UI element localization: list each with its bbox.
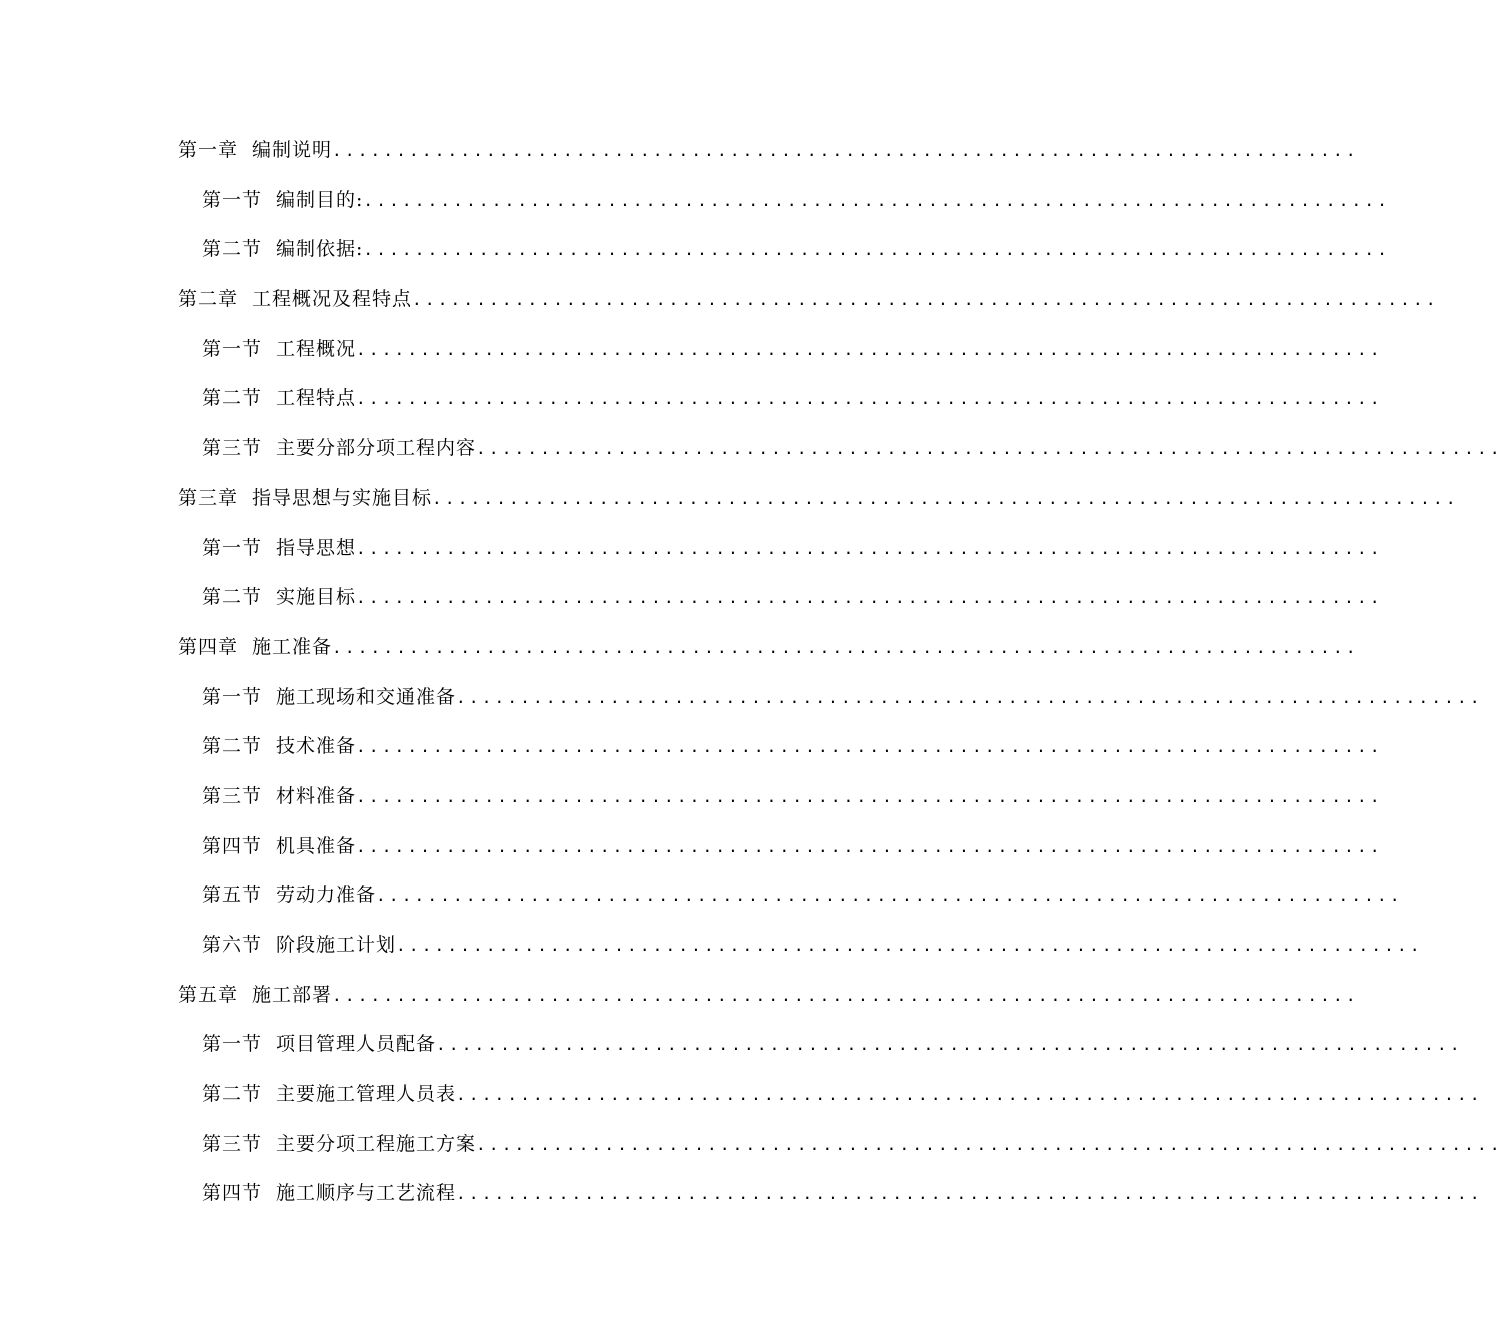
toc-entry-line [202, 1129, 1503, 1160]
dot-leader: ................................................................................ [456, 1085, 1483, 1105]
toc-entry-title: 劳动力准备 [276, 884, 377, 907]
toc-chapter-entry[interactable] [0, 632, 1359, 682]
toc-entry-line [202, 334, 1383, 365]
dot-leader: ................................................................................ [436, 1035, 1463, 1055]
dot-leader: ................................................................................ [332, 637, 1359, 657]
toc-entry-title: 工程概况及程特点 [252, 288, 413, 311]
toc-entry-line [202, 1079, 1483, 1110]
toc-entry-title: 指导思想与实施目标 [252, 486, 433, 509]
toc-entry-title: 技术准备 [276, 735, 357, 758]
toc-chapter-entry[interactable] [0, 135, 1359, 185]
toc-entry-line [178, 632, 1359, 663]
toc-entry-title: 编制目的: [276, 188, 364, 211]
toc-entry-number: 第四章 [178, 635, 239, 658]
toc-entry-number: 第二节 [202, 586, 263, 609]
toc-entry-number: 第二章 [178, 288, 239, 311]
dot-leader: ................................................................................ [356, 836, 1383, 856]
toc-entry-number: 第六节 [202, 934, 263, 956]
dot-leader: ................................................................................ [432, 488, 1459, 508]
toc-entry-title: 施工现场和交通准备 [276, 685, 457, 708]
toc-section-entry[interactable] [0, 1079, 1483, 1129]
toc-entry-title: 施工部署 [252, 983, 333, 1006]
toc-entry-line [178, 284, 1439, 315]
toc-entry-line [202, 185, 1391, 216]
toc-section-entry[interactable] [0, 1029, 1463, 1079]
toc-section-entry[interactable] [0, 880, 1403, 930]
toc-section-entry[interactable] [0, 1178, 1483, 1228]
toc-entry-title: 工程概况 [276, 337, 357, 360]
dot-leader: ................................................................................ [456, 687, 1483, 707]
dot-leader: ................................................................................ [476, 1134, 1503, 1154]
toc-entry-line [202, 831, 1383, 862]
toc-entry-number: 第二节 [202, 735, 263, 758]
dot-leader: ................................................................................ [356, 786, 1383, 806]
toc-entry-number: 第一节 [202, 337, 263, 360]
dot-leader: ................................................................................ [356, 538, 1383, 558]
toc-entry-number: 第二节 [202, 387, 263, 410]
toc-entry-number: 第三章 [178, 486, 239, 509]
table-of-contents [0, 135, 1503, 1228]
toc-section-entry[interactable] [0, 582, 1383, 632]
toc-section-entry[interactable] [0, 682, 1483, 732]
toc-entry-number: 第一节 [202, 685, 263, 708]
toc-entry-number: 第二节 [202, 238, 263, 261]
toc-entry-line [202, 234, 1391, 265]
toc-entry-title: 项目管理人员配备 [276, 1033, 437, 1056]
toc-entry-title: 材料准备 [276, 784, 357, 807]
toc-section-entry[interactable] [0, 234, 1391, 284]
dot-leader: ................................................................................ [332, 985, 1359, 1005]
toc-entry-line [202, 731, 1383, 762]
dot-leader: ................................................................................ [412, 290, 1439, 310]
toc-entry-number: 第一节 [202, 188, 263, 211]
toc-chapter-entry[interactable] [0, 284, 1439, 334]
toc-entry-title: 机具准备 [276, 834, 357, 857]
toc-section-entry[interactable] [0, 731, 1383, 781]
toc-entry-line [202, 781, 1383, 812]
toc-entry-number: 第一章 [178, 139, 239, 161]
toc-section-entry[interactable] [0, 831, 1383, 881]
toc-entry-line [178, 483, 1459, 514]
toc-entry-line [202, 433, 1503, 464]
toc-entry-number: 第四节 [202, 834, 263, 857]
dot-leader: ................................................................................ [376, 886, 1403, 906]
toc-entry-line [202, 383, 1383, 414]
toc-entry-title: 主要分部分项工程内容 [276, 437, 477, 460]
toc-entry-number: 第三节 [202, 1132, 263, 1155]
dot-leader: ................................................................................ [356, 339, 1383, 359]
toc-chapter-entry[interactable] [0, 980, 1359, 1030]
toc-chapter-entry[interactable] [0, 483, 1459, 533]
toc-entry-title: 编制依据: [276, 238, 364, 261]
toc-entry-line [202, 880, 1403, 911]
toc-entry-title: 阶段施工计划 [276, 934, 397, 956]
dot-leader: ................................................................................ [356, 737, 1383, 757]
toc-entry-line [202, 582, 1383, 613]
dot-leader: ................................................................................ [476, 439, 1503, 459]
dot-leader: ................................................................................ [363, 190, 1391, 210]
toc-entry-line [178, 135, 1359, 166]
toc-section-entry[interactable] [0, 781, 1383, 831]
toc-entry-number: 第四节 [202, 1182, 263, 1205]
toc-section-entry[interactable] [0, 433, 1503, 483]
toc-entry-title: 主要施工管理人员表 [276, 1083, 457, 1106]
toc-entry-line [178, 980, 1359, 1011]
toc-entry-title: 施工顺序与工艺流程 [276, 1182, 457, 1205]
toc-entry-number: 第三节 [202, 437, 263, 460]
toc-section-entry[interactable] [0, 334, 1383, 384]
toc-entry-title: 主要分项工程施工方案 [276, 1132, 477, 1155]
toc-entry-line [202, 533, 1383, 564]
toc-entry-number: 第五章 [178, 983, 239, 1006]
dot-leader: ................................................................................ [456, 1184, 1483, 1204]
toc-section-entry[interactable] [0, 930, 1423, 980]
toc-entry-line [202, 1178, 1483, 1209]
toc-entry-number: 第二节 [202, 1083, 263, 1106]
toc-entry-number: 第五节 [202, 884, 263, 907]
toc-section-entry[interactable] [0, 533, 1383, 583]
toc-section-entry[interactable] [0, 185, 1391, 235]
toc-entry-line [202, 1029, 1463, 1060]
toc-entry-line [202, 930, 1423, 961]
toc-entry-number: 第三节 [202, 784, 263, 807]
toc-entry-title: 实施目标 [276, 586, 357, 609]
toc-section-entry[interactable] [0, 383, 1383, 433]
toc-entry-title: 编制说明 [252, 139, 333, 161]
toc-entry-title: 施工准备 [252, 635, 333, 658]
dot-leader: ................................................................................ [356, 588, 1383, 608]
toc-entry-number: 第一节 [202, 1033, 263, 1056]
dot-leader: ................................................................................ [332, 141, 1359, 160]
dot-leader: ................................................................................ [363, 240, 1391, 260]
toc-entry-title: 工程特点 [276, 387, 357, 410]
toc-section-entry[interactable] [0, 1129, 1503, 1179]
toc-entry-line [202, 682, 1483, 713]
toc-entry-title: 指导思想 [276, 536, 357, 559]
dot-leader: ................................................................................ [356, 389, 1383, 409]
toc-entry-number: 第一节 [202, 536, 263, 559]
dot-leader: ................................................................................ [396, 936, 1423, 955]
